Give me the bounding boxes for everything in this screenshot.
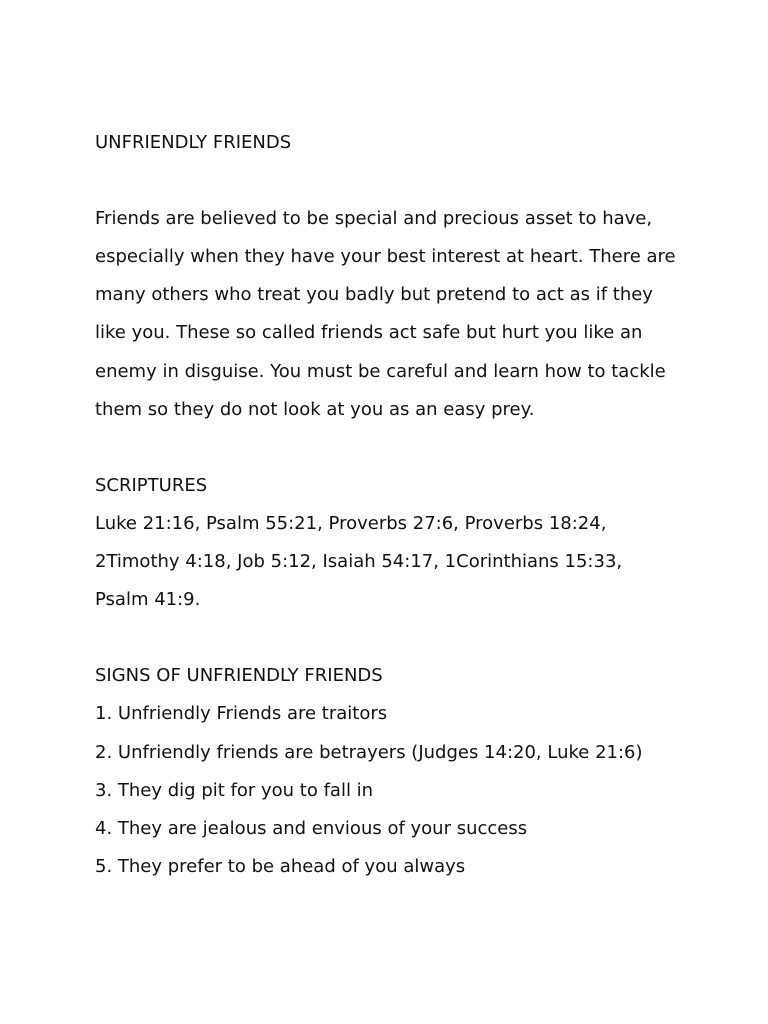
scriptures-heading: SCRIPTURES xyxy=(95,474,208,496)
list-item: 4. They are jealous and envious of your success xyxy=(95,817,528,839)
spacer xyxy=(95,162,715,200)
scriptures-line: Luke 21:16, Psalm 55:21, Proverbs 27:6, Proverbs 18:24, xyxy=(95,512,607,534)
scriptures-list xyxy=(95,505,715,619)
document-page xyxy=(95,124,715,886)
intro-paragraph xyxy=(95,200,715,429)
list-item: 3. They dig pit for you to fall in xyxy=(95,779,374,801)
scriptures-line: 2Timothy 4:18, Job 5:12, Isaiah 54:17, 1Corinthians 15:33, xyxy=(95,551,623,573)
list-item: 1. Unfriendly Friends are traitors xyxy=(95,703,388,725)
intro-line: them so they do not look at you as an easy prey. xyxy=(95,398,535,420)
intro-line: Friends are believed to be special and precious asset to have, xyxy=(95,208,653,230)
signs-heading: SIGNS OF UNFRIENDLY FRIENDS xyxy=(95,665,383,687)
list-item: 5. They prefer to be ahead of you always xyxy=(95,855,466,877)
list-item: 2. Unfriendly friends are betrayers (Judges 14:20, Luke 21:6) xyxy=(95,741,643,763)
spacer xyxy=(95,619,715,657)
scriptures-line: Psalm 41:9. xyxy=(95,589,201,611)
intro-line: like you. These so called friends act safe but hurt you like an xyxy=(95,322,643,344)
signs-list xyxy=(95,695,715,885)
intro-line: enemy in disguise. You must be careful and learn how to tackle xyxy=(95,360,666,382)
intro-line: many others who treat you badly but pretend to act as if they xyxy=(95,284,653,306)
intro-line: especially when they have your best interest at heart. There are xyxy=(95,246,676,268)
spacer xyxy=(95,429,715,467)
document-title: UNFRIENDLY FRIENDS xyxy=(95,132,292,153)
